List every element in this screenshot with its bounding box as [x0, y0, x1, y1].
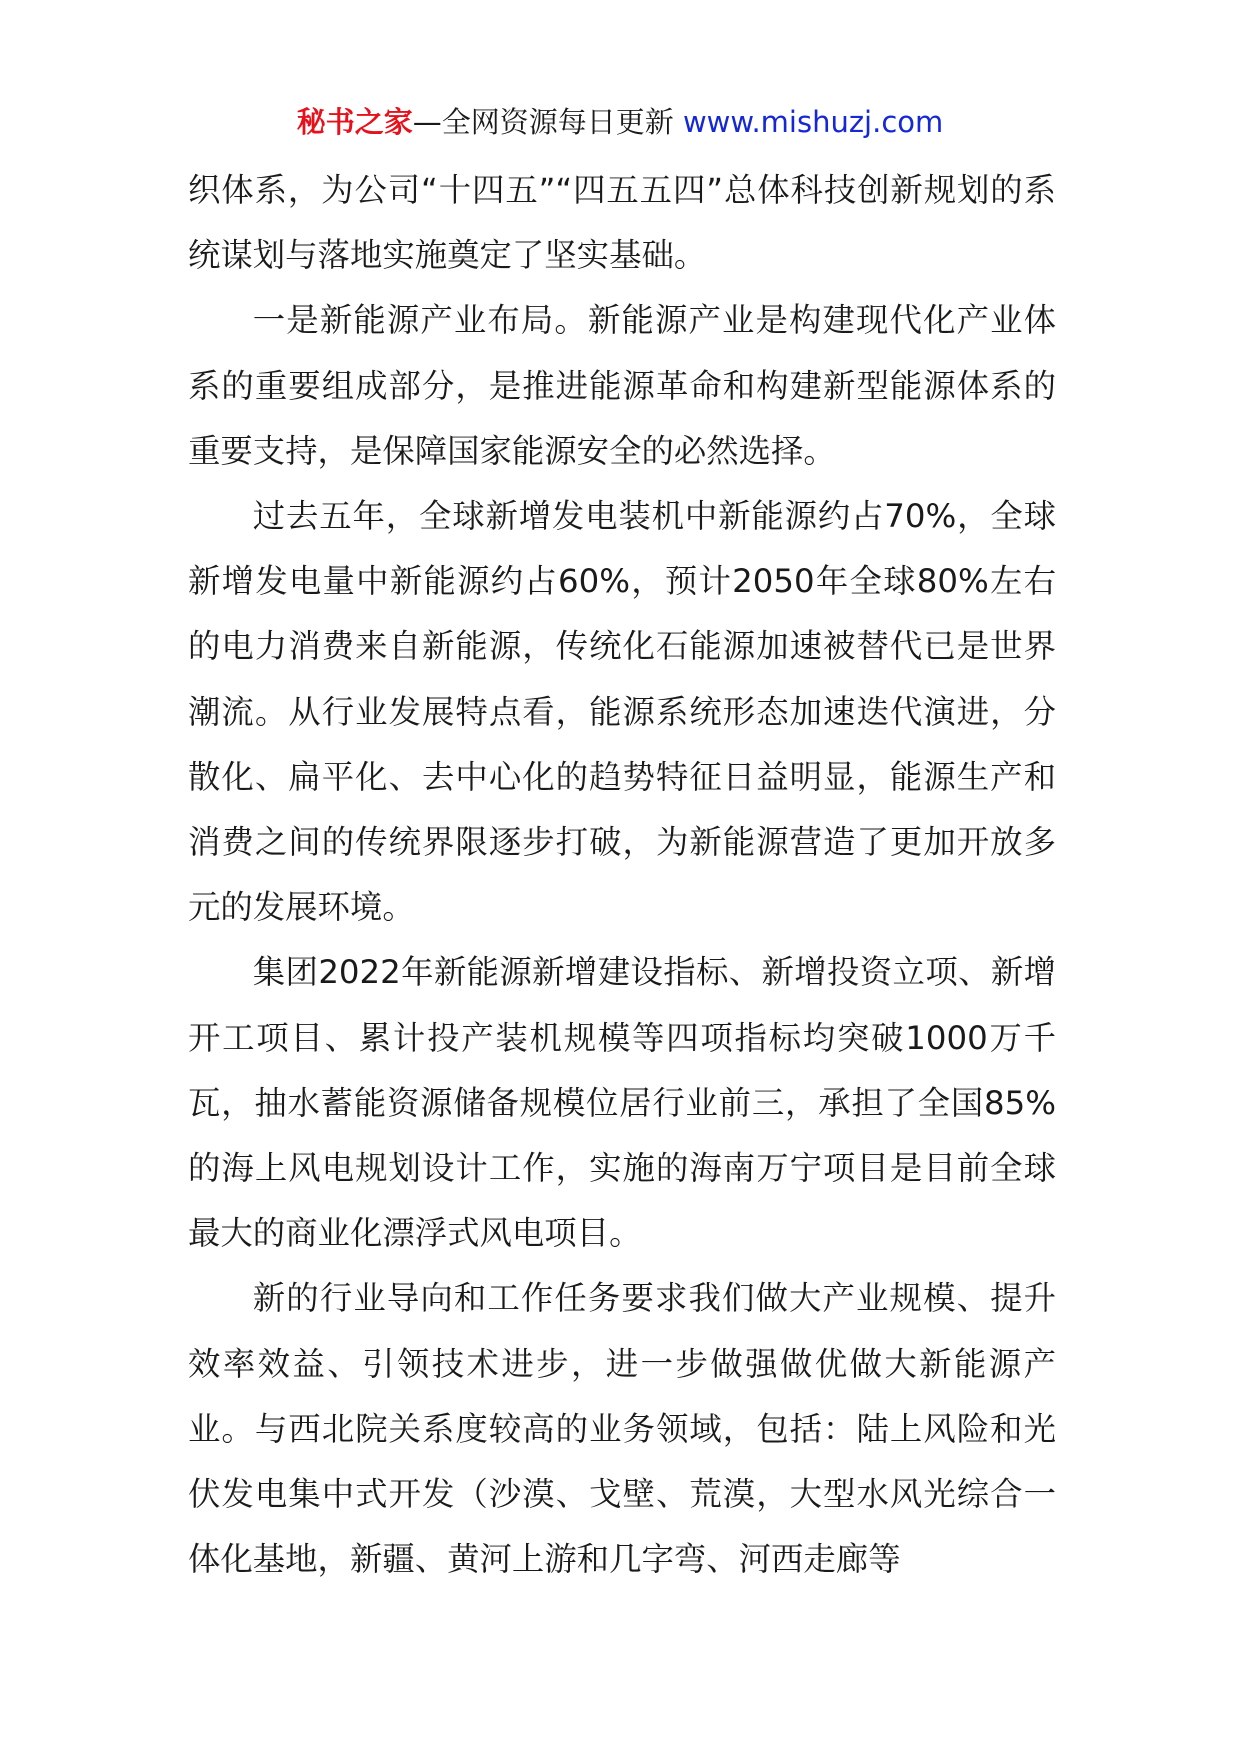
page-header — [0, 100, 1240, 144]
document-body — [188, 158, 1056, 1592]
paragraph-continuation: 织体系，为公司“十四五”“四五五四”总体科技创新规划的系统谋划与落地实施奠定了坚实基础。 — [188, 171, 1056, 275]
header-brand: 秘书之家 — [296, 105, 413, 139]
header-url[interactable]: www.mishuzj.com — [682, 105, 944, 139]
header-tagline: —全网资源每日更新 — [412, 105, 674, 139]
paragraph-group-achievements: 集团2022年新能源新增建设指标、新增投资立项、新增开工项目、累计投产装机规模等四项指标均突破1000万千瓦，抽水蓄能资源储备规模位居行业前三，承担了全国85%的海上风电规划设计工作，实施的海南万宁项目是目前全球最大的商业化漂浮式风电项目。 — [188, 953, 1056, 1253]
paragraph-new-energy-layout: 一是新能源产业布局。新能源产业是构建现代化产业体系的重要组成部分，是推进能源革命和构建新型能源体系的重要支持，是保障国家能源安全的必然选择。 — [188, 301, 1056, 470]
paragraph-global-trends: 过去五年，全球新增发电装机中新能源约占70%，全球新增发电量中新能源约占60%，预计2050年全球80%左右的电力消费来自新能源，传统化石能源加速被替代已是世界潮流。从行业发展特点看，能源系统形态加速迭代演进，分散化、扁平化、去中心化的趋势特征日益明显，能源生产和消费之间的传统界限逐步打破，为新能源营造了更加开放多元的发展环境。 — [188, 497, 1056, 927]
paragraph-industry-direction: 新的行业导向和工作任务要求我们做大产业规模、提升效率效益、引领技术进步，进一步做强做优做大新能源产业。与西北院关系度较高的业务领域，包括：陆上风险和光伏发电集中式开发（沙漠、戈壁、荒漠，大型水风光综合一体化基地，新疆、黄河上游和几字弯、河西走廊等 — [188, 1279, 1056, 1579]
